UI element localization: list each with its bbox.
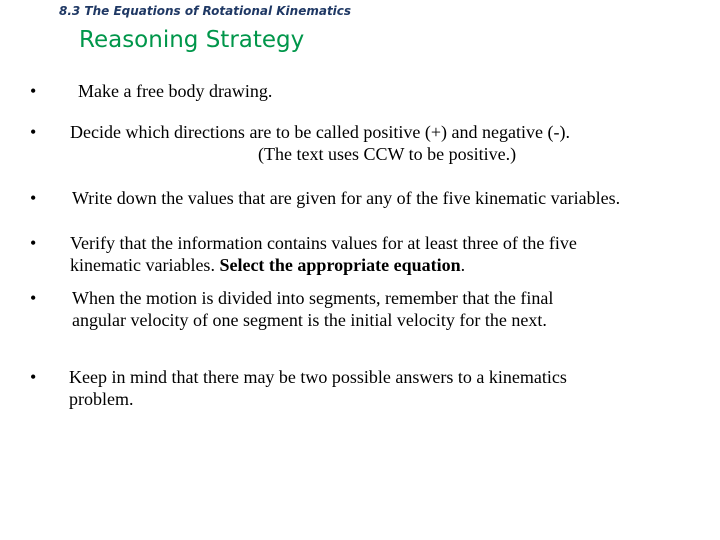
bullet-marker: •	[30, 233, 37, 253]
bullet-text-continuation	[70, 254, 577, 276]
bullet-marker: •	[30, 188, 37, 208]
bullet-text-continuation: angular velocity of one segment is the initial velocity for the next.	[72, 310, 547, 330]
slide-title: Reasoning Strategy	[79, 27, 305, 53]
bullet-text-continuation: (The text uses CCW to be positive.)	[258, 144, 517, 164]
bullet-text-period: .	[460, 255, 466, 275]
bullet-text: Make a free body drawing.	[78, 81, 273, 101]
bullet-text: Write down the values that are given for any of the five kinematic variables.	[72, 188, 621, 208]
bullet-marker: •	[30, 81, 37, 101]
bullet-text-plain: kinematic variables.	[70, 255, 220, 275]
bullet-text-continuation: problem.	[69, 389, 134, 409]
bullet-text: Decide which directions are to be called positive (+) and negative (-).	[70, 122, 570, 142]
bullet-marker: •	[30, 367, 37, 387]
bullet-text-emphasis: Select the appropriate equation	[219, 255, 461, 275]
bullet-text: Keep in mind that there may be two possible answers to a kinematics	[69, 367, 567, 387]
bullet-text: When the motion is divided into segments, remember that the final	[72, 288, 554, 308]
bullet-marker: •	[30, 288, 37, 308]
section-header: 8.3 The Equations of Rotational Kinematics	[59, 4, 352, 18]
bullet-text: Verify that the information contains values for at least three of the five	[70, 233, 577, 253]
bullet-marker: •	[30, 122, 37, 142]
